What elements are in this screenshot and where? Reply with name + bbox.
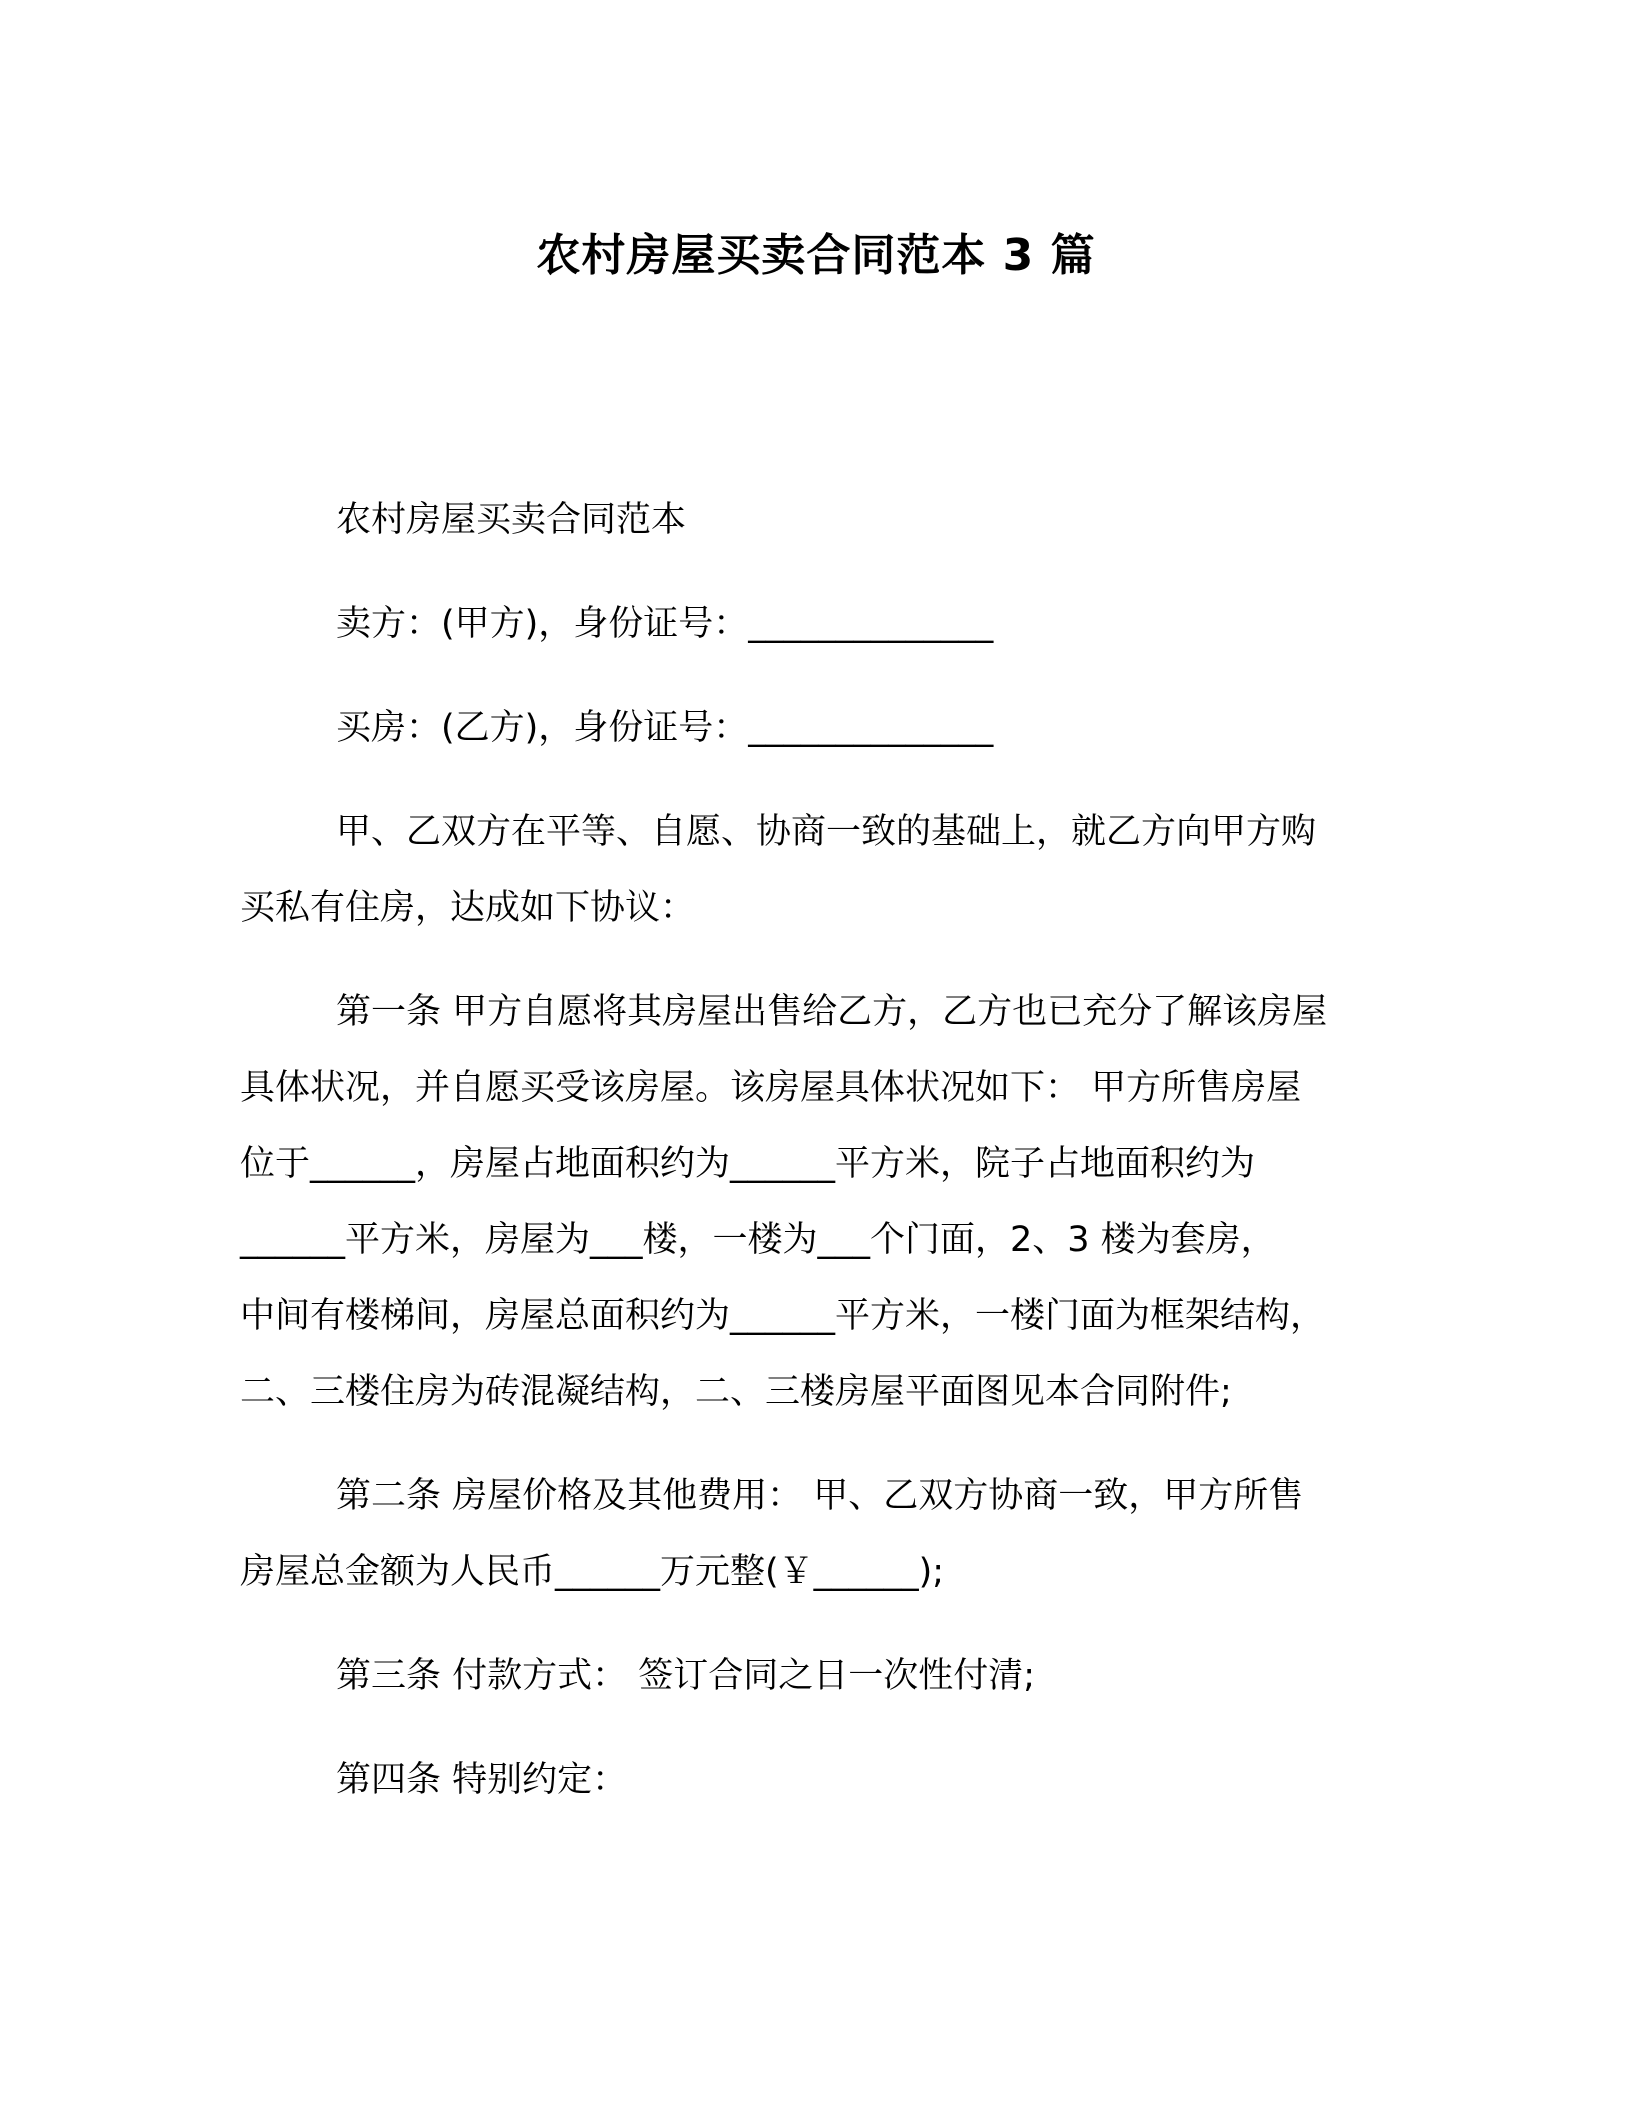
article-1-line-2: 具体状况，并自愿买受该房屋。该房屋具体状况如下： 甲方所售房屋 — [240, 1068, 1302, 1108]
preamble-line-2: 买私有住房，达成如下协议： — [240, 888, 696, 928]
article-1-line-5: 中间有楼梯间，房屋总面积约为______平方米，一楼门面为框架结构， — [240, 1296, 1326, 1336]
seller-line: 卖方：(甲方)，身份证号：______________ — [336, 604, 994, 644]
article-1-line-4: ______平方米，房屋为___楼，一楼为___个门面，2、3 楼为套房， — [240, 1220, 1276, 1260]
article-4-line: 第四条 特别约定： — [336, 1760, 628, 1800]
article-3-line: 第三条 付款方式： 签订合同之日一次性付清; — [336, 1656, 1036, 1696]
contract-heading: 农村房屋买卖合同范本 — [336, 500, 687, 540]
article-1-line-3: 位于______，房屋占地面积约为______平方米，院子占地面积约为 — [240, 1144, 1256, 1184]
buyer-line: 买房：(乙方)，身份证号：______________ — [336, 708, 994, 748]
document-title: 农村房屋买卖合同范本 3 篇 — [536, 230, 1096, 281]
article-1-line-1: 第一条 甲方自愿将其房屋出售给乙方，乙方也已充分了解该房屋 — [336, 992, 1328, 1032]
article-1-line-6: 二、三楼住房为砖混凝结构，二、三楼房屋平面图见本合同附件; — [240, 1372, 1232, 1412]
article-2-line-1: 第二条 房屋价格及其他费用： 甲、乙双方协商一致，甲方所售 — [336, 1476, 1304, 1516]
preamble-line-1: 甲、乙双方在平等、自愿、协商一致的基础上，就乙方向甲方购 — [336, 812, 1317, 852]
article-2-line-2: 房屋总金额为人民币______万元整(￥______); — [240, 1552, 945, 1592]
